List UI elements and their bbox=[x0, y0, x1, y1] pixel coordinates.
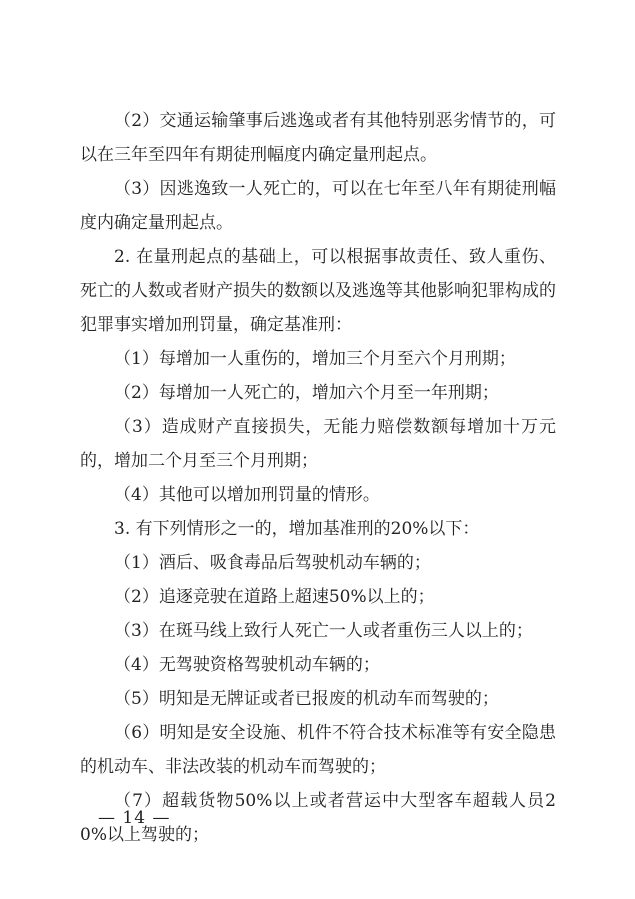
document-body bbox=[80, 104, 556, 852]
page-number: — 14 — bbox=[98, 808, 171, 828]
paragraph-5: （2）每增加一人死亡的，增加六个月至一年刑期； bbox=[114, 383, 499, 403]
paragraph-12: （4）无驾驶资格驾驶机动车辆的； bbox=[114, 655, 380, 675]
paragraph-15: （7）超载货物50%以上或者营运中大型客车超载人员20%以上驾驶的； bbox=[80, 791, 556, 845]
paragraph-7: （4）其他可以增加刑罚量的情形。 bbox=[114, 485, 380, 505]
paragraph-3: 2. 在量刑起点的基础上，可以根据事故责任、致人重伤、死亡的人数或者财产损失的数额以及逃逸等其他影响犯罪构成的犯罪事实增加刑罚量，确定基准刑： bbox=[80, 247, 556, 335]
paragraph-14: （6）明知是安全设施、机件不符合技术标准等有安全隐患的机动车、非法改装的机动车而驾驶的； bbox=[80, 723, 556, 777]
paragraph-4: （1）每增加一人重伤的，增加三个月至六个月刑期； bbox=[114, 349, 516, 369]
paragraph-8: 3. 有下列情形之一的，增加基准刑的20%以下： bbox=[114, 519, 480, 539]
paragraph-10: （2）追逐竞驶在道路上超速50%以上的； bbox=[114, 587, 435, 607]
paragraph-9: （1）酒后、吸食毒品后驾驶机动车辆的； bbox=[114, 553, 431, 573]
paragraph-13: （5）明知是无牌证或者已报废的机动车而驾驶的； bbox=[114, 689, 499, 709]
paragraph-6: （3）造成财产直接损失，无能力赔偿数额每增加十万元的，增加二个月至三个月刑期； bbox=[80, 417, 556, 471]
paragraph-11: （3）在斑马线上致行人死亡一人或者重伤三人以上的； bbox=[114, 621, 533, 641]
paragraph-1: （2）交通运输肇事后逃逸或者有其他特别恶劣情节的，可以在三年至四年有期徒刑幅度内确定量刑起点。 bbox=[80, 111, 556, 165]
paragraph-2: （3）因逃逸致一人死亡的，可以在七年至八年有期徒刑幅度内确定量刑起点。 bbox=[80, 179, 556, 233]
